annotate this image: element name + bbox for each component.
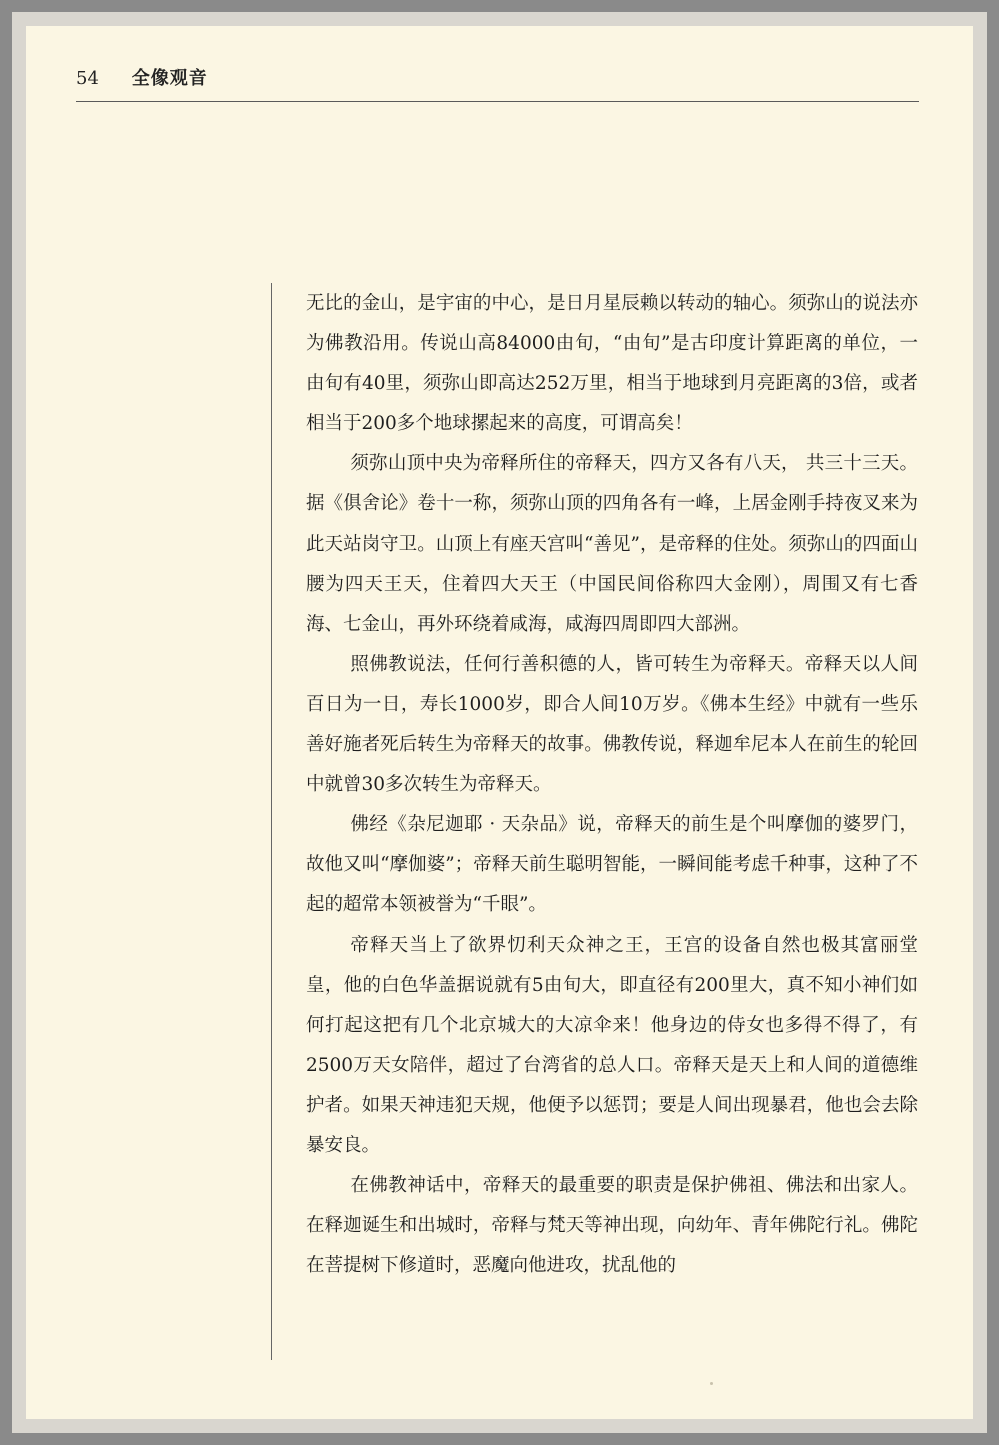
paragraph-4: 佛经《杂尼迦耶 · 天杂品》说，帝释天的前生是个叫摩伽的婆罗门，故他又叫“摩伽婆”；帝释天前生聪明智能，一瞬间能考虑千种事，这种了不起的超常本领被誉为“千眼”。 (306, 814, 918, 916)
paragraph-5: 帝释天当上了欲界忉利天众神之王，王宫的设备自然也极其富丽堂皇，他的白色华盖据说就有5由旬大，即直径有200里大，真不知小神们如何打起这把有几个北京城大的大凉伞来！他身边的侍女也多得不得了，有2500万天女陪伴，超过了台湾省的总人口。帝释天是天上和人间的道德维护者。如果天神违犯天规，他便予以惩罚；要是人间出现暴君，他也会去除暴安良。 (306, 934, 918, 1156)
paragraph-6: 在佛教神话中，帝释天的最重要的职责是保护佛祖、佛法和出家人。在释迦诞生和出城时，帝释与梵天等神出现，向幼年、青年佛陀行礼。佛陀在菩提树下修道时，恶魔向他进攻，扰乱他的 (306, 1175, 918, 1277)
page-number: 54 (76, 68, 99, 89)
paragraph-2: 须弥山顶中央为帝释所住的帝释天，四方又各有八天， 共三十三天。据《俱舍论》卷十一称，须弥山顶的四角各有一峰，上居金刚手持夜叉来为此天站岗守卫。山顶上有座天宫叫“善见”，是帝释的住处。须弥山的四面山腰为四天王天，住着四大天王（中国民间俗称四大金刚），周围又有七香海、七金山，再外环绕着咸海，咸海四周即四大部洲。 (306, 453, 918, 635)
paragraph-3: 照佛教说法，任何行善积德的人，皆可转生为帝释天。帝释天以人间百日为一日，寿长1000岁，即合人间10万岁。《佛本生经》中就有一些乐善好施者死后转生为帝释天的故事。佛教传说，释迦牟尼本人在前生的轮回中就曾30多次转生为帝释天。 (306, 653, 918, 796)
margin-rule (271, 283, 272, 1360)
running-header (76, 66, 208, 92)
body-text (306, 284, 918, 1286)
header-rule (76, 101, 919, 102)
scan-speck (710, 1382, 713, 1385)
paragraph-1: 无比的金山，是宇宙的中心，是日月星辰赖以转动的轴心。须弥山的说法亦为佛教沿用。传说山高84000由旬，“由旬”是古印度计算距离的单位，一由旬有40里，须弥山即高达252万里，相当于地球到月亮距离的3倍，或者相当于200多个地球摞起来的高度，可谓高矣！ (306, 293, 918, 435)
running-title: 全像观音 (131, 68, 208, 89)
